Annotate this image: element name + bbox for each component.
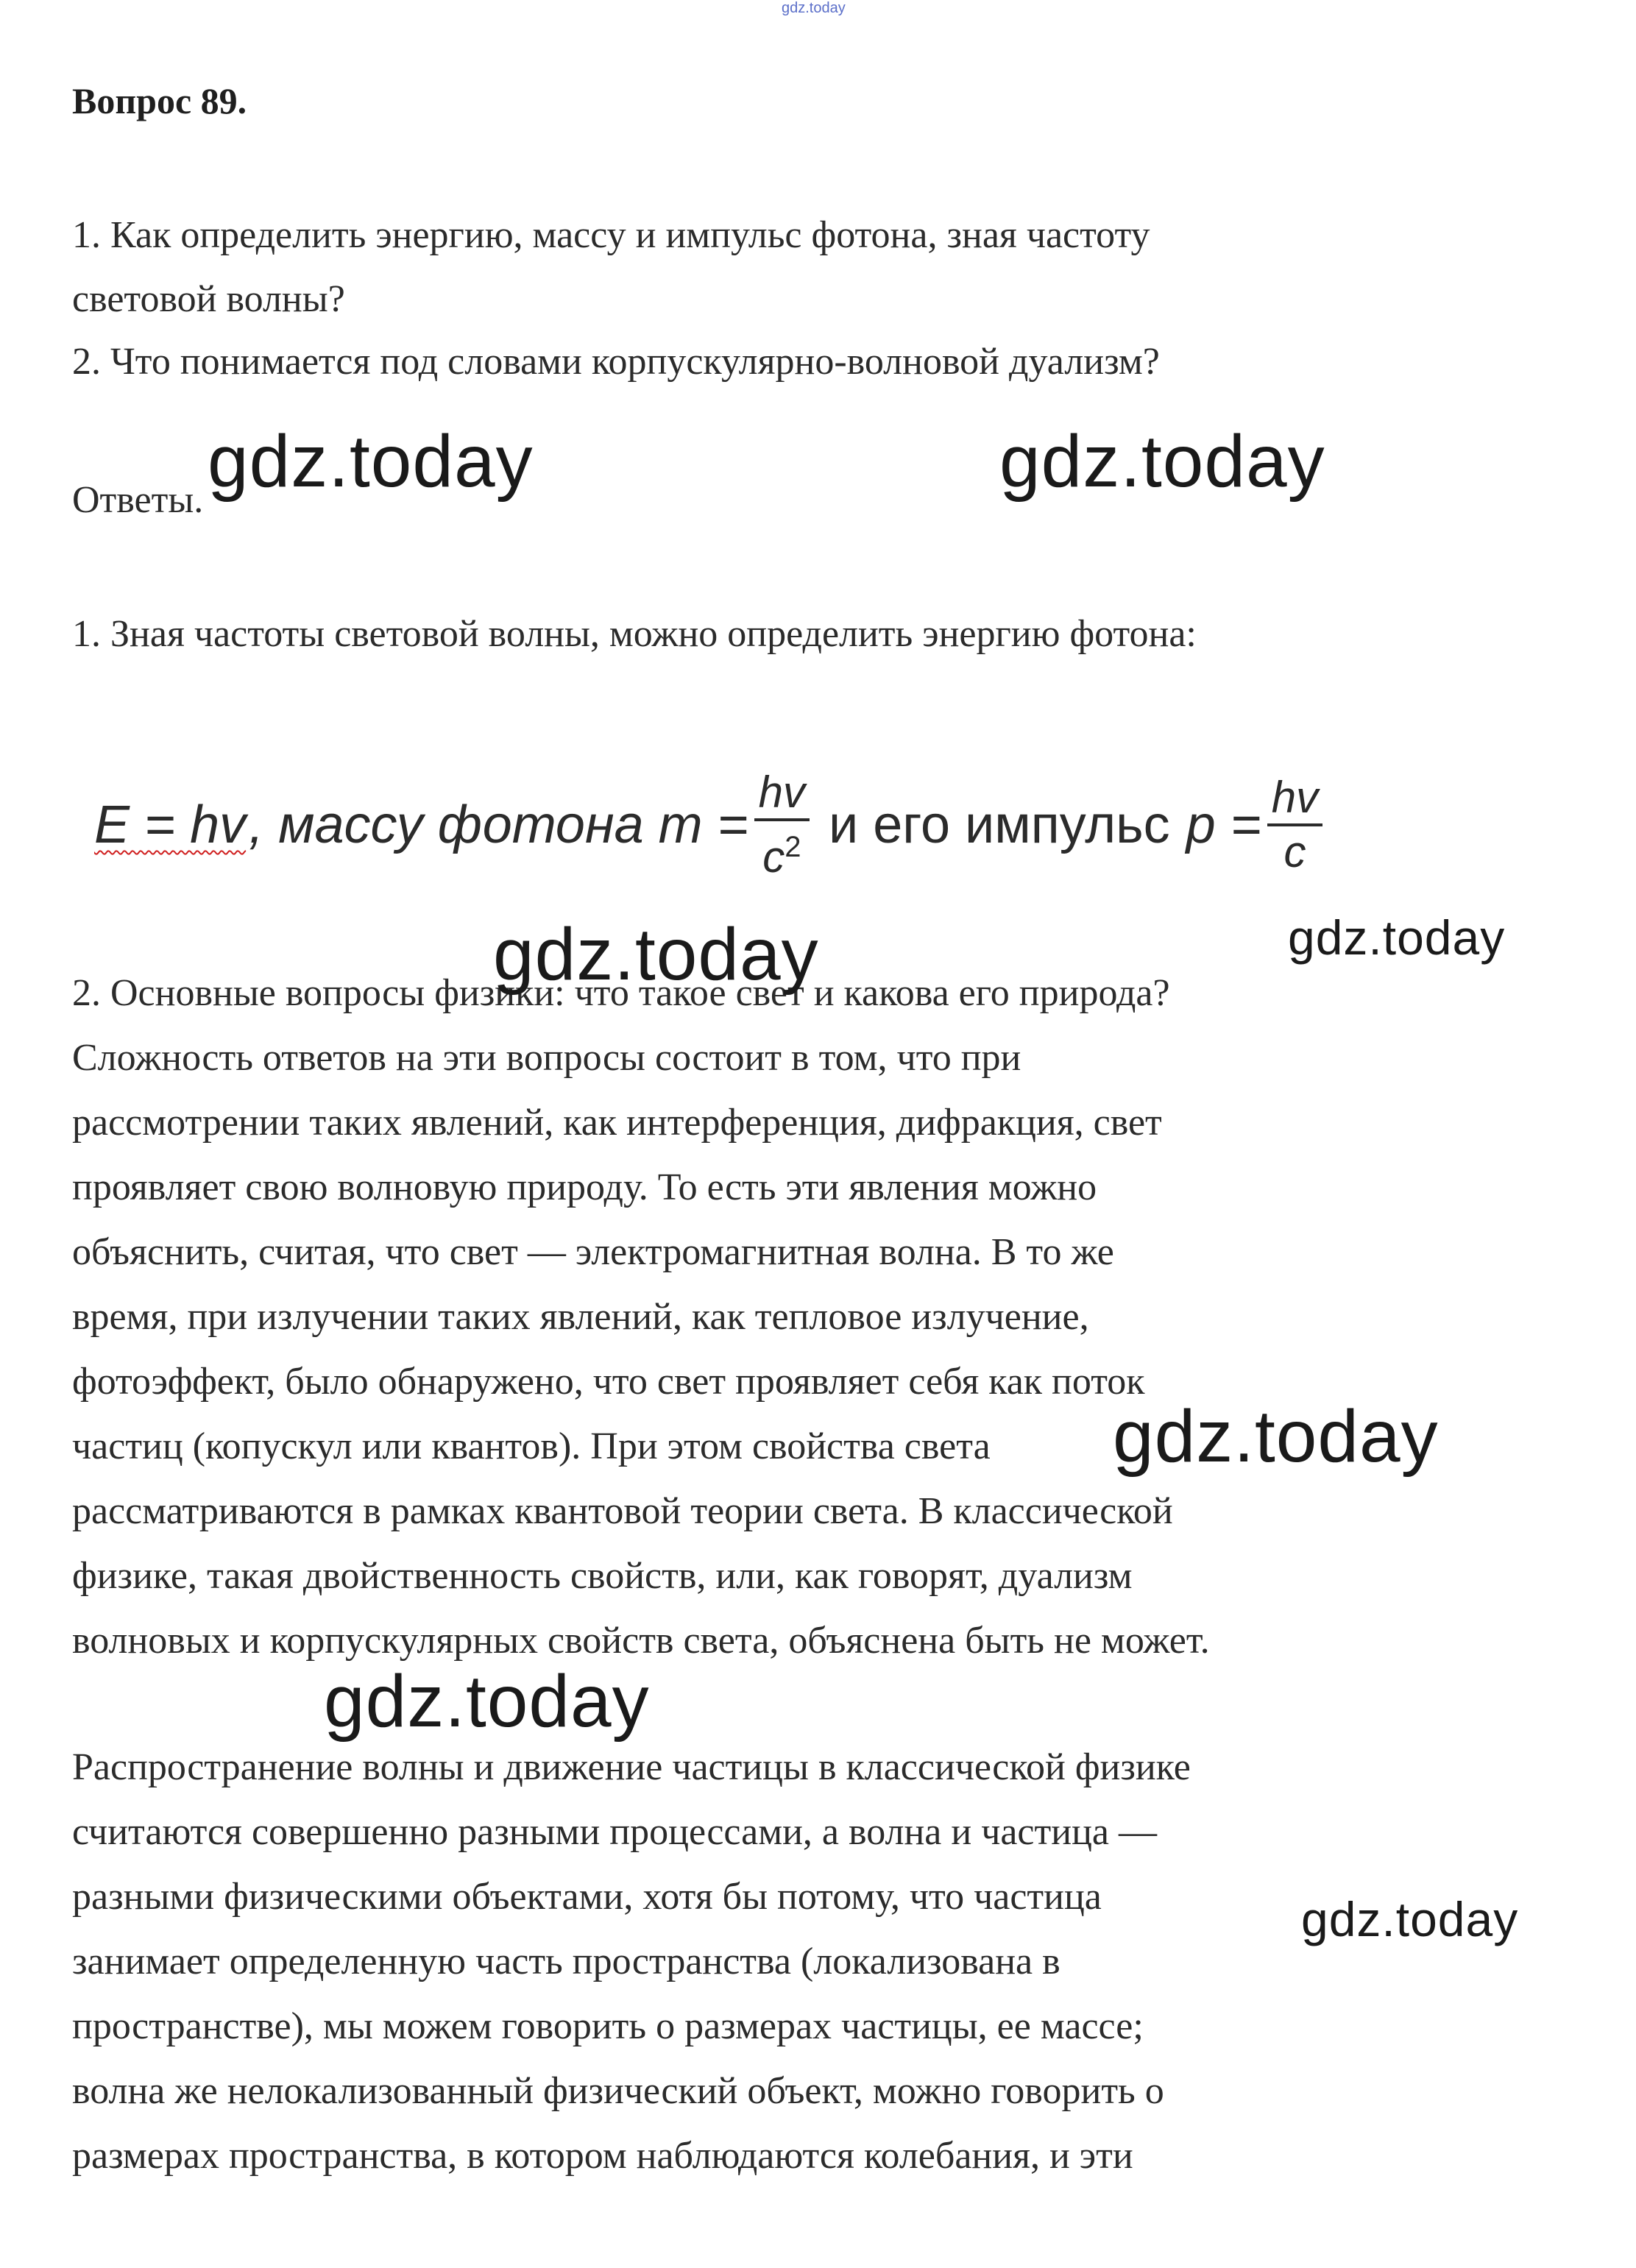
page-title: Вопрос 89. [72,80,247,121]
formula-momentum-fraction [1267,772,1322,878]
fraction-numerator: hv [1271,773,1319,822]
watermark: gdz.today [324,1660,650,1743]
answer-2-line: рассмотрении таких явлений, как интерференция, дифракция, свет [72,1102,1162,1144]
formula-energy: E = hv [94,795,247,854]
answer-2-line: частиц (копускул или квантов). При этом свойства света [72,1425,991,1467]
formula-momentum-label: и его импульс [829,795,1170,854]
answer-2-line: рассматриваются в рамках квантовой теории света. В классической [72,1490,1173,1532]
answer-2-line: проявляет свою волновую природу. То есть эти явления можно [72,1166,1097,1208]
fraction-numerator: hv [758,768,806,817]
fraction-denominator: c [1283,827,1306,876]
answer-3-line: пространстве), мы можем говорить о размерах частицы, ее массе; [72,2005,1144,2047]
answer-3-line: Распространение волны и движение частицы в классической физике [72,1746,1191,1788]
answer-2-line: фотоэффект, было обнаружено, что свет проявляет себя как поток [72,1361,1145,1403]
answer-2-line: Сложность ответов на эти вопросы состоит в том, что при [72,1037,1021,1079]
answer-2-line: физике, такая двойственность свойств, или, как говорят, дуализм [72,1555,1133,1597]
answer-2-line: волновых и корпускулярных свойств света, объяснена быть не может. [72,1620,1210,1662]
answer-3-line: волна же нелокализованный физический объект, можно говорить о [72,2070,1164,2112]
question-line: световой волны? [72,278,345,320]
answer-2-line: объяснить, считая, что свет — электромагнитная волна. В то же [72,1231,1114,1273]
watermark: gdz.today [1113,1395,1439,1478]
answer-1-text: 1. Зная частоты световой волны, можно определить энергию фотона: [72,613,1197,655]
watermark: gdz.today [208,420,534,503]
question-line: 2. Что понимается под словами корпускулярно-волновой дуализм? [72,341,1160,383]
answer-2-line: время, при излучении таких явлений, как тепловое излучение, [72,1296,1089,1338]
answers-label: Ответы. [72,479,204,521]
top-watermark: gdz.today [782,0,846,16]
photon-formula [94,767,1328,883]
formula-momentum-eq: p = [1186,795,1261,854]
formula-mass-fraction [754,767,810,883]
watermark: gdz.today [1301,1892,1519,1946]
watermark: gdz.today [999,420,1325,503]
answer-3-line: размерах пространства, в котором наблюдаются колебания, и эти [72,2135,1133,2177]
answer-3-line: считаются совершенно разными процессами, а волна и частица — [72,1811,1157,1853]
question-line: 1. Как определить энергию, массу и импульс фотона, зная частоту [72,214,1150,256]
answer-3-line: разными физическими объектами, хотя бы потому, что частица [72,1876,1102,1918]
fraction-denominator: $c^2$ [762,831,801,882]
formula-mass-label: , массу фотона m = [249,795,748,854]
answer-3-line: занимает определенную часть пространства (локализована в [72,1941,1060,1982]
watermark: gdz.today [493,913,819,996]
watermark: gdz.today [1288,910,1506,965]
answer-2-line: 2. Основные вопросы физики: что такое свет и какова его природа? [72,972,1170,1014]
